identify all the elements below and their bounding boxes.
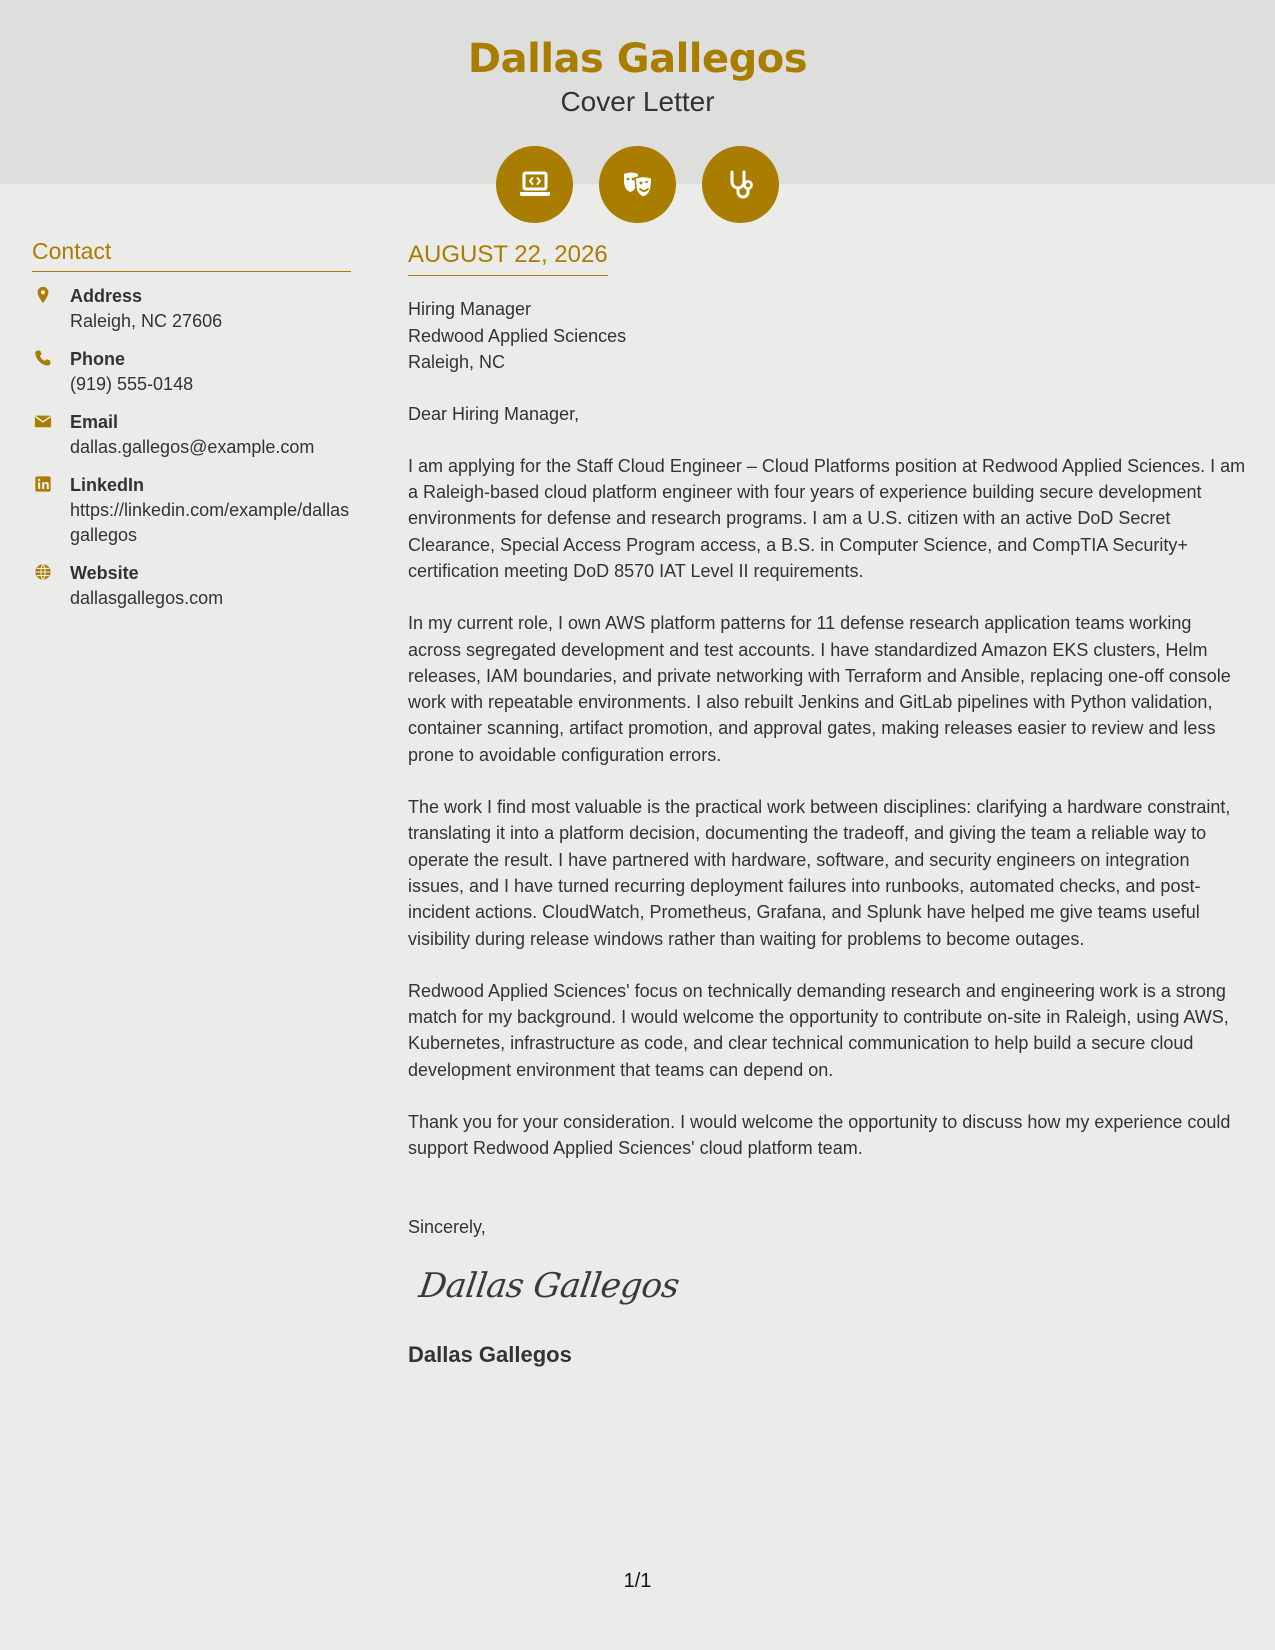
theater-masks-icon — [599, 146, 676, 223]
paragraph: Redwood Applied Sciences' focus on technically demanding research and engineering work is a strong match for my background. I would welcome the opportunity to contribute on-site in Raleigh, using AWS, Kubernetes, infrastructure as code, and clear technical communication to help build a secure cloud development environment that teams can depend on. — [408, 980, 1229, 1080]
paragraph: I am applying for the Staff Cloud Engineer – Cloud Platforms position at Redwood Applied Sciences. I am a Raleigh-based cloud platform engineer with four years of experience building secure development environments for defense and research programs. I am a U.S. citizen with an active DoD Secret Clearance, Special Access Program access, a B.S. in Computer Science, and CompTIA Security+ certification meeting DoD 8570 IAT Level II requirements. — [408, 455, 1246, 581]
linkedin-icon — [32, 473, 70, 548]
interest-badges — [496, 146, 779, 223]
contact-heading: Contact — [32, 238, 351, 272]
paragraph: In my current role, I own AWS platform patterns for 11 defense research application teams working across segregated development and test accounts. I have standardized Amazon EKS clusters, Helm releases, IAM boundaries, and private networking with Terraform and Ansible, replacing one-off console work with repeatable environments. I also rebuilt Jenkins and GitLab pipelines with Python validation, container scanning, artifact promotion, and approval gates, making releases easier to review and less prone to avoidable configuration errors. — [408, 613, 1231, 765]
contact-address — [32, 284, 351, 334]
stethoscope-icon — [702, 146, 779, 223]
contact-list — [32, 284, 351, 611]
recipient-block — [408, 296, 1248, 376]
contact-phone — [32, 347, 351, 397]
contact-label: Website — [70, 563, 139, 583]
handwritten-signature: Dallas Gallegos — [416, 1265, 682, 1306]
recipient-line: Raleigh, NC — [408, 352, 506, 372]
paragraph: Thank you for your consideration. I would welcome the opportunity to discuss how my experience could support Redwood Applied Sciences' cloud platform team. — [408, 1112, 1231, 1159]
signer-name: Dallas Gallegos — [408, 1341, 572, 1367]
contact-email — [32, 410, 351, 460]
greeting: Dear Hiring Manager, — [408, 403, 580, 424]
letter-date: AUGUST 22, 2026 — [408, 241, 608, 276]
envelope-icon — [32, 410, 70, 460]
recipient-line: Hiring Manager — [408, 299, 532, 319]
contact-label: Email — [70, 412, 119, 432]
page-number: 1/1 — [623, 1570, 652, 1592]
contact-label: Address — [70, 286, 143, 306]
contact-label: LinkedIn — [70, 475, 145, 495]
contact-website — [32, 561, 351, 611]
letter-body — [408, 241, 1248, 1368]
document-subtitle: Cover Letter — [560, 86, 715, 117]
applicant-name: Dallas Gallegos — [467, 36, 808, 82]
phone-icon — [32, 347, 70, 397]
contact-value: dallasgallegos.com — [70, 588, 224, 608]
closing: Sincerely, — [408, 1216, 486, 1237]
contact-value: Raleigh, NC 27606 — [70, 311, 223, 331]
location-pin-icon — [32, 284, 70, 334]
laptop-code-icon — [496, 146, 573, 223]
contact-label: Phone — [70, 349, 126, 369]
contact-linkedin — [32, 473, 351, 548]
paragraph: The work I find most valuable is the practical work between disciplines: clarifying a hardware constraint, translating it into a platform decision, documenting the tradeoff, and giving the team a reliable way to operate the result. I have partnered with hardware, software, and security engineers on integration issues, and I have turned recurring deployment failures into runbooks, automated checks, and post-incident actions. CloudWatch, Prometheus, Grafana, and Splunk have helped me give teams useful visibility during release windows rather than waiting for problems to become outages. — [408, 797, 1231, 949]
contact-value: dallas.gallegos@example.com — [70, 437, 315, 457]
contact-value: (919) 555-0148 — [70, 374, 194, 394]
contact-value: https://linkedin.com/example/dallasgallegos — [70, 500, 350, 545]
globe-icon — [32, 561, 70, 611]
recipient-line: Redwood Applied Sciences — [408, 325, 627, 346]
contact-sidebar — [32, 238, 351, 624]
